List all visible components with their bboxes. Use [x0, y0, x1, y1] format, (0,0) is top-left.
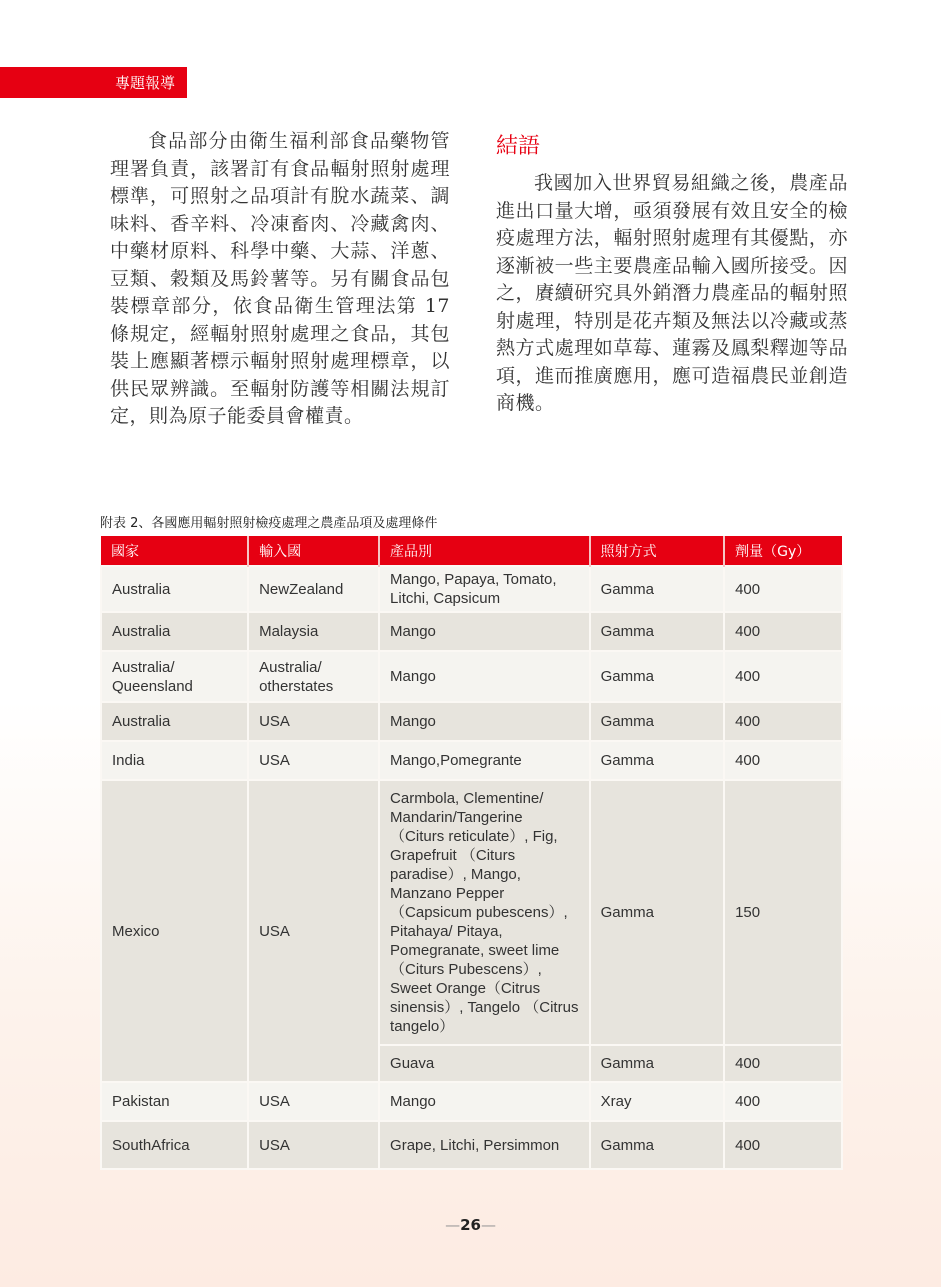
cell-importer: USA: [248, 741, 379, 780]
cell-method: Xray: [590, 1082, 724, 1121]
cell-country: Mexico: [101, 780, 248, 1082]
table-row: [101, 741, 842, 780]
dash-right: —: [480, 1216, 496, 1234]
table-row: [101, 1121, 842, 1169]
cell-method: Gamma: [590, 741, 724, 780]
cell-product: Mango: [379, 1082, 590, 1121]
header-country: 國家: [101, 536, 248, 566]
cell-country: Pakistan: [101, 1082, 248, 1121]
page-number-value: 26: [460, 1216, 481, 1234]
cell-country: SouthAfrica: [101, 1121, 248, 1169]
cell-method: Gamma: [590, 780, 724, 1045]
cell-country: Australia: [101, 566, 248, 612]
table-row: [101, 612, 842, 651]
cell-method: Gamma: [590, 612, 724, 651]
cell-country: Australia: [101, 612, 248, 651]
cell-importer: Australia/ otherstates: [248, 651, 379, 702]
cell-dose: 150: [724, 780, 842, 1045]
right-paragraph: 我國加入世界貿易組織之後，農產品進出口量大增，亟須發展有效且安全的檢疫處理方法，輻射照射處理有其優點，亦逐漸被一些主要農產品輸入國所接受。因之，賡續研究具外銷潛力農產品的輻射照射處理，特別是花卉類及無法以冷藏或蒸熱方式處理如草莓、蓮霧及鳳梨釋迦等品項，進而推廣應用，應可造福農民並創造商機。: [496, 172, 848, 414]
cell-importer: NewZealand: [248, 566, 379, 612]
cell-dose: 400: [724, 1121, 842, 1169]
cell-method: Gamma: [590, 702, 724, 741]
section-tag: 專題報導: [0, 67, 187, 98]
cell-importer: USA: [248, 1121, 379, 1169]
cell-product: Mango: [379, 612, 590, 651]
cell-product: Guava: [379, 1045, 590, 1082]
cell-dose: 400: [724, 702, 842, 741]
table-row: [101, 651, 842, 702]
table-caption: 附表 2、各國應用輻射照射檢疫處理之農產品項及處理條件: [100, 516, 438, 531]
table-row: [101, 1082, 842, 1121]
cell-method: Gamma: [590, 1121, 724, 1169]
cell-importer: USA: [248, 702, 379, 741]
left-column: [110, 128, 450, 431]
header-method: 照射方式: [590, 536, 724, 566]
cell-dose: 400: [724, 1082, 842, 1121]
table-header-row: [101, 536, 842, 566]
dash-left: —: [445, 1216, 461, 1234]
page-number: [0, 1216, 941, 1234]
header-dose: 劑量（Gy）: [724, 536, 842, 566]
cell-country: Australia/ Queensland: [101, 651, 248, 702]
header-importer: 輸入國: [248, 536, 379, 566]
cell-dose: 400: [724, 566, 842, 612]
irradiation-table: [100, 536, 843, 1170]
table-row: [101, 566, 842, 612]
cell-product: Grape, Litchi, Persimmon: [379, 1121, 590, 1169]
cell-product: Mango: [379, 651, 590, 702]
cell-country: Australia: [101, 702, 248, 741]
header-product: 產品別: [379, 536, 590, 566]
table-row: [101, 702, 842, 741]
cell-dose: 400: [724, 741, 842, 780]
cell-method: Gamma: [590, 1045, 724, 1082]
cell-method: Gamma: [590, 651, 724, 702]
cell-importer: USA: [248, 1082, 379, 1121]
cell-method: Gamma: [590, 566, 724, 612]
cell-country: India: [101, 741, 248, 780]
cell-product: Mango,Pomegrante: [379, 741, 590, 780]
cell-importer: Malaysia: [248, 612, 379, 651]
cell-product: Mango, Papaya, Tomato, Litchi, Capsicum: [379, 566, 590, 612]
cell-dose: 400: [724, 612, 842, 651]
left-paragraph: 食品部分由衛生福利部食品藥物管理署負責，該署訂有食品輻射照射處理標準，可照射之品項計有脫水蔬菜、調味料、香辛料、冷凍畜肉、冷藏禽肉、中藥材原料、科學中藥、大蒜、洋蔥、豆類、穀類及馬鈴薯等。另有關食品包裝標章部分，依食品衛生管理法第 17 條規定，經輻射照射處理之食品，其包裝上應顯著標示輻射照射處理標章，以供民眾辨識。至輻射防護等相關法規訂定，則為原子能委員會權責。: [110, 130, 450, 427]
cell-dose: 400: [724, 1045, 842, 1082]
cell-importer: USA: [248, 780, 379, 1082]
right-column: [496, 170, 848, 418]
conclusion-heading: 結語: [496, 134, 541, 159]
table-row: [101, 780, 842, 1045]
cell-product: Carmbola, Clementine/ Mandarin/Tangerine （Citurs reticulate）, Fig, Grapefruit （Citurs paradise）, Mango, Manzano Pepper（Capsicum pubescens）, Pitahaya/ Pitaya, Pomegranate, sweet lime（Citurs Pubescens）, Sweet Orange（Citrus sinensis）, Tangelo （Citrus tangelo）: [379, 780, 590, 1045]
cell-dose: 400: [724, 651, 842, 702]
cell-product: Mango: [379, 702, 590, 741]
